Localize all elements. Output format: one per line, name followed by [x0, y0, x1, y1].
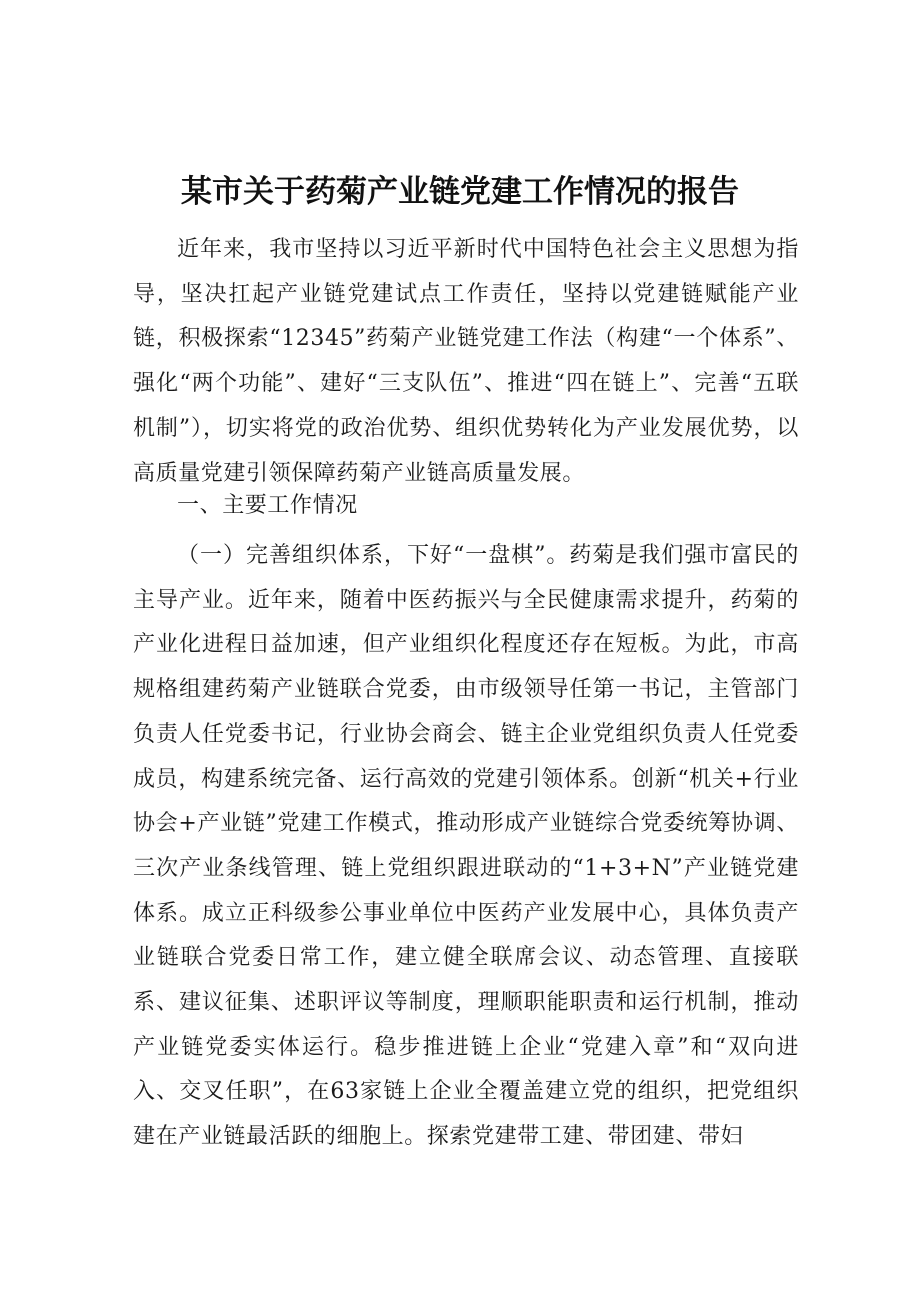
intro-paragraph: 近年来，我市坚持以习近平新时代中国特色社会主义思想为指导，坚决扛起产业链党建试点工作责任，坚持以党建链赋能产业链，积极探索“12345”药菊产业链党建工作法（构建“一个体系”、强化“两个功能”、建好“三支队伍”、推进“四在链上”、完善“五联机制”），切实将党的政治优势、组织优势转化为产业发展优势，以高质量党建引领保障药菊产业链高质量发展。 [133, 237, 799, 486]
document-title: 某市关于药菊产业链党建工作情况的报告 [181, 174, 739, 210]
section-heading: 一、主要工作情况 [177, 493, 358, 518]
section-1-paragraph: （一）完善组织体系，下好“一盘棋”。药菊是我们强市富民的主导产业。近年来，随着中医药振兴与全民健康需求提升，药菊的产业化进程日益加速，但产业组织化程度还存在短板。为此，市高规格组建药菊产业链联合党委，由市级领导任第一书记，主管部门负责人任党委书记，行业协会商会、链主企业党组织负责人任党委成员，构建系统完备、运行高效的党建引领体系。创新“机关+行业协会+产业链”党建工作模式，推动形成产业链综合党委统筹协调、三次产业条线管理、链上党组织跟进联动的“1+3+N”产业链党建体系。成立正科级参公事业单位中医药产业发展中心，具体负责产业链联合党委日常工作，建立健全联席会议、动态管理、直接联系、建议征集、述职评议等制度，理顺职能职责和运行机制，推动产业链党委实体运行。稳步推进链上企业“党建入章”和“双向进入、交叉任职”，在63家链上企业全覆盖建立党的组织，把党组织建在产业链最活跃的细胞上。探索党建带工建、带团建、带妇 [133, 543, 799, 1150]
